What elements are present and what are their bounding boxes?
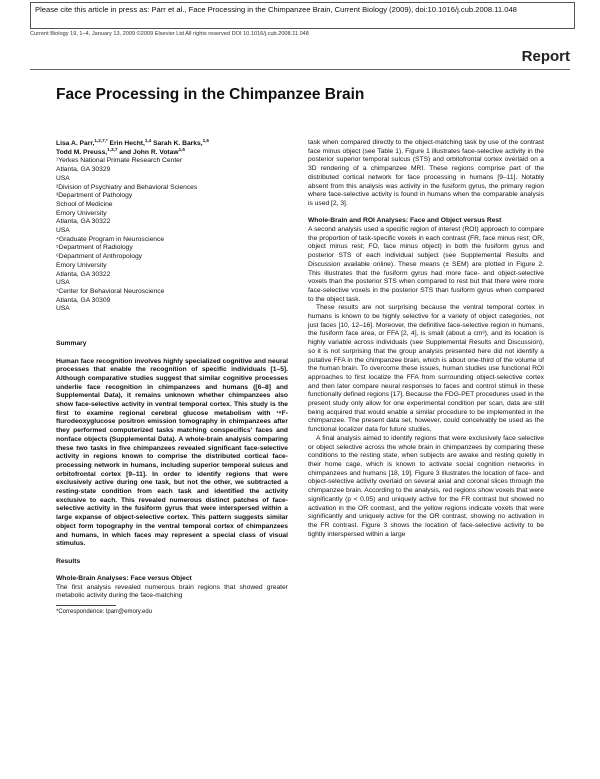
affiliation-line: Atlanta, GA 30309 [56, 296, 111, 304]
author-hecht-affil: 1,4 [144, 137, 152, 143]
affiliation-line: USA [56, 279, 70, 287]
results-heading: Results [56, 557, 81, 565]
affiliation-line: ⁷Center for Behavioral Neuroscience [56, 287, 165, 295]
affiliation-line: ²Division of Psychiatry and Behavioral Sciences [56, 183, 198, 191]
author-barks: Sarah K. Barks, [151, 140, 203, 147]
summary-text: Human face recognition involves highly specialized cognitive and neural processes that enable the recognition of specific individuals [1–5]. Although comparative studies suggest that similar cognitive processes underlie face recognition in chimpanzees and humans ([6–8] and Supplemental Data), it remains unknown whether chimpanzees also show face-selective activity in ventral temporal cortex. This study is the first to examine regional cerebral glucose metabolism with ¹⁸F-flurodeoxyglucose positron emission tomography in chimpanzees after they performed computerized tasks matching conspecifics' faces and nonface objects (Supplemental Data). A whole-brain analysis comparing these two tasks in five chimpanzees revealed significant face-selective activity in regions known to comprise the distributed cortical face-processing network in humans, including superior temporal sulcus and orbitofrontal cortex [9–11]. In order to identify regions that were exclusively active during one task, but not the other, we subtracted a resting-state condition from each task and identified the activity exclusive to each. This revealed numerous distinct patches of face-selective activity in the fusiform gyrus that were interspersed within a large expanse of object-selective cortex. This pattern suggests similar object form topography in the ventral temporal cortex of chimpanzees and humans, in which faces may represent a special class of visual stimulus. [56, 357, 288, 548]
author-barks-affil: 1,6 [202, 137, 209, 143]
affiliations [56, 157, 288, 314]
author-preuss: Todd M. Preuss, [56, 148, 108, 156]
summary-heading: Summary [56, 340, 87, 348]
affiliation-line: Emory University [56, 261, 107, 269]
affiliation-line: ⁵Department of Radiology [56, 244, 133, 252]
affiliation-line: ⁶Department of Anthropology [56, 253, 143, 261]
paragraph: These results are not surprising because the ventral temporal cortex in humans is known to be highly selective for a variety of object categories, not just faces [10, 12–16]. Moreover, the definitive face-selective region in humans, the fusiform face area, or FFA [2, 4], is small (about a cm³), and its location is highly variable across individuals (see Supplemental Results and Discussion), so it is not surprising that the group analysis presented here did not identify a putative FFA in the chimpanzee brain, which is about one-third of the volume of the human brain. To overcome these issues, human studies use functional ROI approaches to first localize the FFA from surrounding object-selective cortex and then later compare neural responses to faces and control stimuli in these functionally defined regions [17]. Because the FDG-PET procedures used in the present study only allow for one experimental condition per scan, data are still being acquired that would enable a similar procedure to be implemented in the chimpanzee. The present data set, however, could conceivably be used as the functional localizer data for future studies. [308, 304, 544, 434]
journal-info: Current Biology 19, 1–4, January 13, 2009 ©2009 Elsevier Ltd All rights reserved DOI 10.1016/j.cub.2008.11.048 [30, 31, 309, 37]
citation-notice: Please cite this article in press as: Parr et al., Face Processing in the Chimpanzee Brain, Current Biology (2009), doi:10.1016/j.cub.2008.11.048 [30, 2, 575, 29]
affiliation-line: ³Department of Pathology [56, 192, 133, 200]
correspondence-footnote: *Correspondence: lparr@emory.edu [56, 609, 153, 616]
author-votaw-affil: 1,5 [178, 146, 185, 152]
article-title: Face Processing in the Chimpanzee Brain [56, 86, 365, 103]
author-parr: Lisa A. Parr, [56, 140, 95, 147]
affiliation-line: Emory University [56, 209, 107, 217]
header-rule [30, 69, 570, 70]
author-hecht: Erin Hecht, [107, 140, 145, 147]
affiliation-line: ¹Yerkes National Primate Research Center [56, 157, 183, 165]
subsection-heading-face-vs-object: Whole-Brain Analyses: Face versus Object [56, 575, 192, 583]
subsection-heading-roi: Whole-Brain and ROI Analyses: Face and Object versus Rest [308, 217, 502, 225]
footnote-rule [56, 605, 116, 606]
affiliation-line: USA [56, 305, 70, 313]
affiliation-line: USA [56, 227, 70, 235]
affiliation-line: USA [56, 174, 70, 182]
author-preuss-affil: 1,3,7 [107, 146, 118, 152]
paragraph: task when compared directly to the object-matching task by use of the contrast face minus object (see Table 1). Figure 1 illustrates face-selective activity in the posterior superior temporal sulcus (STS) and orbitofrontal cortex overlaid on a 3D rendering of a chimpanzee MRI. These regions comprise part of the distributed cortical network for face processing in humans [9–11]. Notably absent from this analysis was activity in the fusiform gyrus, the primary region where face-selective activity is found in humans when the comparable analysis is used [2, 3]. [308, 139, 544, 207]
author-parr-affil: 1,2,7,* [94, 137, 108, 143]
affiliation-line: ⁴Graduate Program in Neuroscience [56, 235, 165, 243]
paragraph: A final analysis aimed to identify regions that were exclusively face selective or object selective across the whole brain in chimpanzees by comparing these conditions to the resting state, when subjects are awake and resting quietly in their home cage, which is known to activate social cognition networks in chimpanzees and humans [18, 19]. Figure 3 illustrates the location of face- and object-selective activity overlaid on several axial and coronal slices through the chimpanzee brain. According to the analysis, red regions show voxels that were significantly (p < 0.05) and uniquely active for the FR contrast but showed no activation in the OR contrast, and the yellow regions indicate voxels that were significantly and uniquely active for the OR contrast, showing no activation in the FR contrast. Figure 3 shows the location of face-selective activity to be tightly interspersed within a large [308, 434, 544, 538]
affiliation-line: Atlanta, GA 30329 [56, 166, 111, 174]
author-votaw: and John R. Votaw [117, 148, 179, 156]
right-column [308, 139, 544, 539]
paragraph: The first analysis revealed numerous brain regions that showed greater metabolic activity during the face-matching [56, 583, 288, 600]
author-list [56, 137, 288, 157]
article-type-label: Report [521, 48, 570, 65]
affiliation-line: School of Medicine [56, 200, 113, 208]
left-column [56, 137, 288, 617]
paragraph: A second analysis used a specific region of interest (ROI) approach to compare the proportion of task-specific voxels in each contrast (FR, face minus rest; OR, object minus rest; FO, face minus object) in both the fusiform gyrus and posterior STS of each individual subject (see Supplemental Results and Discussion available online). These means (± SEM) are plotted in Figure 2. This illustrates that the fusiform gyrus had more face- and object-selective voxels than the posterior STS when compared to rest but that there were more face-selective voxels in the posterior STS than fusiform gyrus when compared to the object task. [308, 226, 544, 303]
affiliation-line: Atlanta, GA 30322 [56, 270, 111, 278]
affiliation-line: Atlanta, GA 30322 [56, 218, 111, 226]
